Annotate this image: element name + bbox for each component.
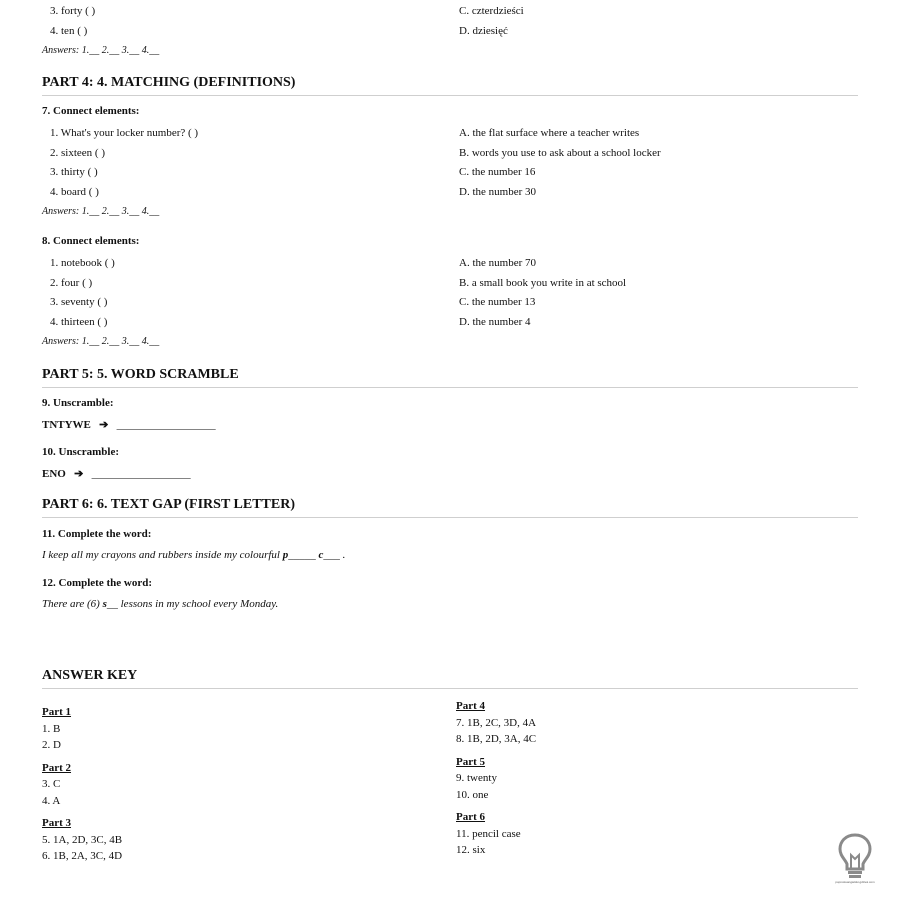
sentence-text: . (339, 549, 346, 561)
brand-logo (828, 831, 882, 885)
question-8-label: 8. Connect elements: (42, 235, 140, 247)
match-right: B. words you use to ask about a school locker (459, 146, 661, 159)
key-section-title: Part 5 (456, 755, 486, 768)
answer-key-left (42, 704, 122, 865)
match-right: A. the number 70 (459, 257, 536, 269)
arrow-icon: ➔ (99, 419, 109, 431)
match-row (42, 313, 858, 333)
match-right: C. czterdzieści (459, 5, 524, 17)
question-7-label: 7. Connect elements: (42, 105, 140, 117)
scramble-10 (42, 467, 191, 480)
gap-sentence-12 (42, 598, 278, 610)
match-row (42, 274, 858, 294)
match-left: 4. ten ( ) (50, 24, 88, 37)
question-7-pairs (42, 124, 858, 220)
match-row (42, 183, 858, 203)
key-section-title: Part 3 (42, 817, 72, 829)
scramble-9 (42, 418, 216, 431)
answer-blank[interactable]: __________________ (116, 419, 216, 431)
logo-caption: poprostuangielski.gdzieś.com (835, 880, 875, 884)
match-left: 1. notebook ( ) (50, 257, 115, 269)
gap-sentence-11 (42, 549, 345, 561)
question-12-label: 12. Complete the word: (42, 577, 152, 589)
key-item: 2. D (42, 739, 61, 751)
match-left: 2. four ( ) (50, 276, 93, 289)
match-right: D. the number 4 (459, 315, 531, 328)
key-item: 8. 1B, 2D, 3A, 4C (456, 733, 537, 745)
answers-line: Answers: 1.__ 2.__ 3.__ 4.__ (42, 206, 160, 217)
answer-key-right (456, 698, 536, 859)
answer-blank[interactable]: __________________ (91, 468, 191, 480)
key-section (42, 704, 122, 754)
key-section (456, 809, 536, 859)
match-right: C. the number 16 (459, 166, 536, 178)
gap-blank[interactable]: ___ (323, 549, 340, 561)
question-8-pairs (42, 254, 858, 350)
match-right: C. the number 13 (459, 296, 536, 308)
key-section-title: Part 2 (42, 761, 72, 774)
lightbulb-icon (828, 831, 882, 885)
part5-heading: PART 5: 5. WORD SCRAMBLE (42, 367, 858, 388)
key-section-title: Part 6 (456, 811, 486, 823)
match-left: 4. thirteen ( ) (50, 315, 108, 328)
scrambled-word: TNTYWE (42, 419, 91, 431)
match-row (42, 22, 858, 42)
key-item: 10. one (456, 788, 489, 801)
key-item: 7. 1B, 2C, 3D, 4A (456, 716, 537, 729)
question-11-label: 11. Complete the word: (42, 528, 152, 540)
question-10-label: 10. Unscramble: (42, 446, 119, 458)
match-left: 2. sixteen ( ) (50, 146, 105, 159)
gap-first-letter: c (318, 549, 324, 561)
match-row (42, 124, 858, 144)
key-section-title: Part 4 (456, 700, 486, 712)
key-item: 4. A (42, 794, 61, 807)
match-right: D. dziesięć (459, 24, 508, 37)
match-row (42, 163, 858, 183)
gap-first-letter: s (102, 598, 107, 610)
match-left: 1. What's your locker number? ( ) (50, 127, 199, 139)
match-right: D. the number 30 (459, 185, 536, 198)
arrow-icon: ➔ (74, 468, 84, 480)
sentence-text: lessons in my school every Monday. (117, 598, 279, 610)
sentence-text: There are (6) (42, 598, 103, 610)
scrambled-word: ENO (42, 468, 66, 480)
match-left: 3. thirty ( ) (50, 166, 98, 178)
match-row (42, 144, 858, 164)
key-item: 3. C (42, 778, 61, 790)
match-right: A. the flat surface where a teacher writes (459, 127, 640, 139)
key-section-title: Part 1 (42, 706, 72, 718)
key-item: 9. twenty (456, 772, 497, 784)
match-left: 3. seventy ( ) (50, 296, 108, 308)
key-item: 5. 1A, 2D, 3C, 4B (42, 833, 123, 846)
key-section (42, 815, 122, 865)
answer-key-heading: ANSWER KEY (42, 668, 858, 689)
question-9-label: 9. Unscramble: (42, 397, 114, 409)
key-item: 1. B (42, 722, 61, 735)
gap-blank[interactable]: __ (106, 598, 118, 610)
key-item: 11. pencil case (456, 827, 521, 840)
answers-line: Answers: 1.__ 2.__ 3.__ 4.__ (42, 45, 160, 56)
gap-blank[interactable]: _____ (288, 549, 319, 561)
match-left: 4. board ( ) (50, 185, 99, 198)
part6-heading: PART 6: 6. TEXT GAP (FIRST LETTER) (42, 497, 858, 518)
key-item: 6. 1B, 2A, 3C, 4D (42, 850, 123, 862)
match-row (42, 293, 858, 313)
part3-tail (42, 2, 858, 59)
match-right: B. a small book you write in at school (459, 276, 627, 289)
gap-first-letter: p (282, 549, 289, 561)
match-left: 3. forty ( ) (50, 5, 96, 17)
sentence-text: I keep all my crayons and rubbers inside my colourful (42, 549, 283, 561)
part4-heading: PART 4: 4. MATCHING (DEFINITIONS) (42, 75, 858, 96)
match-row (42, 2, 858, 22)
match-row (42, 254, 858, 274)
answers-line: Answers: 1.__ 2.__ 3.__ 4.__ (42, 336, 160, 347)
key-section (456, 698, 536, 748)
key-item: 12. six (456, 844, 486, 856)
key-section (42, 760, 122, 810)
key-section (456, 754, 536, 804)
